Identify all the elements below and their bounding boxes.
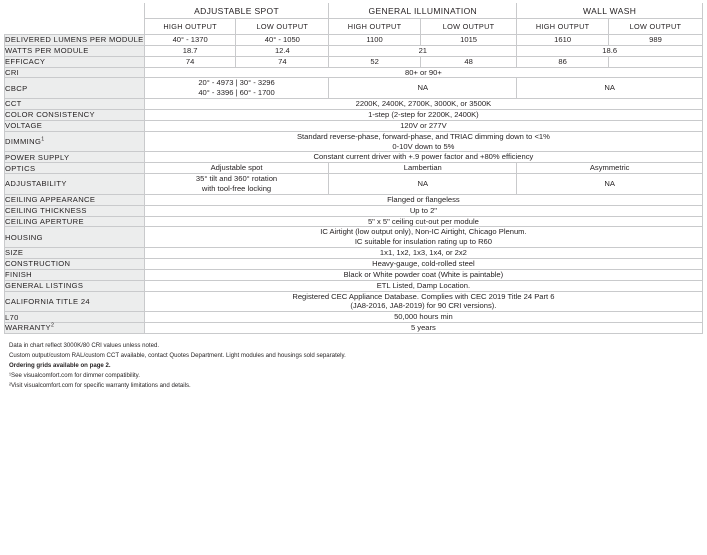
footnote-marker: 2 — [50, 322, 55, 329]
cell-r6-c1: 2200K, 2400K, 2700K, 3000K, or 3500K — [144, 99, 702, 110]
row-label: L70 — [5, 312, 145, 323]
footnote-line-3: Ordering grids available on page 2. — [9, 361, 111, 369]
row-label: ADJUSTABILITY — [5, 174, 145, 195]
row-label: EFFICACY — [5, 56, 145, 67]
cell-r1-c4: 1015 — [420, 35, 516, 46]
row-label: COLOR CONSISTENCY — [5, 110, 145, 121]
cell-r11-c2: Lambertian — [329, 163, 517, 174]
row-label: FINISH — [5, 269, 145, 280]
footnote-line-2: Custom output/custom RAL/custom CCT available, contact Quotes Department. Light modules and housings sold separately. — [9, 351, 346, 359]
cell-r15-c1: 5" x 5" ceiling cut-out per module — [144, 216, 702, 227]
cell-r8-c1: 120V or 277V — [144, 120, 702, 131]
row-label: CRI — [5, 67, 145, 78]
subheader-1: HIGH OUTPUT — [144, 19, 236, 35]
cell-r3-c2: 74 — [236, 56, 329, 67]
cell-r5-c3: NA — [517, 78, 703, 99]
row-label: POWER SUPPLY — [5, 152, 145, 163]
cell-r5-c1: 20° - 4973 | 30° - 3296 40° - 3396 | 60° - 1700 — [144, 78, 328, 99]
row-label: CCT — [5, 99, 145, 110]
row-label: CALIFORNIA TITLE 24 — [5, 291, 145, 312]
footnote-line-1: Data in chart reflect 3000K/80 CRI values unless noted. — [9, 342, 160, 350]
group-header-1: ADJUSTABLE SPOT — [144, 3, 328, 19]
footnotes — [4, 334, 703, 390]
cell-r13-c1: Flanged or flangeless — [144, 194, 702, 205]
cell-r2-c1: 18.7 — [144, 45, 236, 56]
subheader-5: HIGH OUTPUT — [517, 19, 609, 35]
row-label: GENERAL LISTINGS — [5, 280, 145, 291]
cell-r3-c1: 74 — [144, 56, 236, 67]
table-row — [5, 205, 703, 216]
cell-r3-c3: 52 — [329, 56, 421, 67]
subheader-6: LOW OUTPUT — [608, 19, 702, 35]
footnote-line-5: ²Visit visualcomfort.com for specific warranty limitations and details. — [9, 381, 191, 389]
cell-r19-c1: Black or White powder coat (White is paintable) — [144, 269, 702, 280]
table-row — [5, 56, 703, 67]
table-row — [5, 269, 703, 280]
cell-r2-c3: 21 — [329, 45, 517, 56]
cell-r12-c2: NA — [329, 174, 517, 195]
row-label: CEILING THICKNESS — [5, 205, 145, 216]
footnote-marker: 1 — [41, 136, 45, 143]
cell-r3-c4: 48 — [420, 56, 516, 67]
table-row — [5, 163, 703, 174]
table-row — [5, 45, 703, 56]
row-label: CONSTRUCTION — [5, 259, 145, 270]
row-label: DIMMING$^1$ — [5, 131, 145, 152]
group-header-row — [5, 3, 703, 19]
table-row — [5, 259, 703, 270]
table-row — [5, 120, 703, 131]
cell-r1-c3: 1100 — [329, 35, 421, 46]
cell-r3-c6 — [608, 56, 702, 67]
table-row — [5, 78, 703, 99]
table-row — [5, 35, 703, 46]
table-row — [5, 152, 703, 163]
subheader-4: LOW OUTPUT — [420, 19, 516, 35]
table-row — [5, 174, 703, 195]
row-label: CEILING APPEARANCE — [5, 194, 145, 205]
cell-r1-c2: 40° - 1050 — [236, 35, 329, 46]
row-label: WARRANTY$^2$ — [5, 323, 145, 334]
subheader-row — [5, 19, 703, 35]
cell-r21-c1: Registered CEC Appliance Database. Complies with CEC 2019 Title 24 Part 6 (JA8-2016, JA8-2019) for 90 CRI versions). — [144, 291, 702, 312]
row-label: CBCP — [5, 78, 145, 99]
group-header-spacer — [5, 3, 145, 19]
cell-r12-c3: NA — [517, 174, 703, 195]
table-row — [5, 323, 703, 334]
cell-r22-c1: 50,000 hours min — [144, 312, 702, 323]
subheader-spacer — [5, 19, 145, 35]
cell-r1-c6: 989 — [608, 35, 702, 46]
row-label: OPTICS — [5, 163, 145, 174]
table-row — [5, 312, 703, 323]
cell-r11-c3: Asymmetric — [517, 163, 703, 174]
cell-r10-c1: Constant current driver with +.9 power factor and +80% efficiency — [144, 152, 702, 163]
cell-r18-c1: Heavy-gauge, cold-rolled steel — [144, 259, 702, 270]
cell-r14-c1: Up to 2" — [144, 205, 702, 216]
row-label: DELIVERED LUMENS PER MODULE — [5, 35, 144, 45]
cell-r11-c1: Adjustable spot — [144, 163, 328, 174]
cell-r5-c2: NA — [329, 78, 517, 99]
row-label: WATTS PER MODULE — [5, 45, 145, 56]
cell-r4-c1: 80+ or 90+ — [144, 67, 702, 78]
cell-r1-c1: 40° - 1370 — [144, 35, 236, 46]
cell-r2-c4: 18.6 — [517, 45, 703, 56]
row-label: VOLTAGE — [5, 120, 145, 131]
cell-r3-c5: 86 — [517, 56, 609, 67]
cell-r23-c1: 5 years — [144, 323, 702, 334]
table-row — [5, 248, 703, 259]
table-row — [5, 280, 703, 291]
group-header-3: WALL WASH — [517, 3, 703, 19]
subheader-2: LOW OUTPUT — [236, 19, 329, 35]
cell-r12-c1: 35° tilt and 360° rotation with tool-free locking — [144, 174, 328, 195]
table-row — [5, 131, 703, 152]
table-row — [5, 216, 703, 227]
cell-r20-c1: ETL Listed, Damp Location. — [144, 280, 702, 291]
table-row — [5, 67, 703, 78]
row-label: SIZE — [5, 248, 145, 259]
row-label: CEILING APERTURE — [5, 216, 145, 227]
table-row — [5, 194, 703, 205]
table-row — [5, 291, 703, 312]
table-row — [5, 227, 703, 248]
footnote-line-4: ¹See visualcomfort.com for dimmer compatibility. — [9, 371, 140, 379]
cell-r1-c5: 1610 — [517, 35, 609, 46]
cell-r9-c1: Standard reverse-phase, forward-phase, and TRIAC dimming down to <1% 0-10V down to 5% — [144, 131, 702, 152]
cell-r16-c1: IC Airtight (low output only), Non-IC Airtight, Chicago Plenum. IC suitable for insulation rating up to R60 — [144, 227, 702, 248]
row-label: HOUSING — [5, 227, 145, 248]
specifications-table — [4, 3, 703, 334]
cell-r7-c1: 1-step (2-step for 2200K, 2400K) — [144, 110, 702, 121]
cell-r17-c1: 1x1, 1x2, 1x3, 1x4, or 2x2 — [144, 248, 702, 259]
table-row — [5, 110, 703, 121]
table-row — [5, 99, 703, 110]
subheader-3: HIGH OUTPUT — [329, 19, 421, 35]
cell-r2-c2: 12.4 — [236, 45, 329, 56]
group-header-2: GENERAL ILLUMINATION — [329, 3, 517, 19]
